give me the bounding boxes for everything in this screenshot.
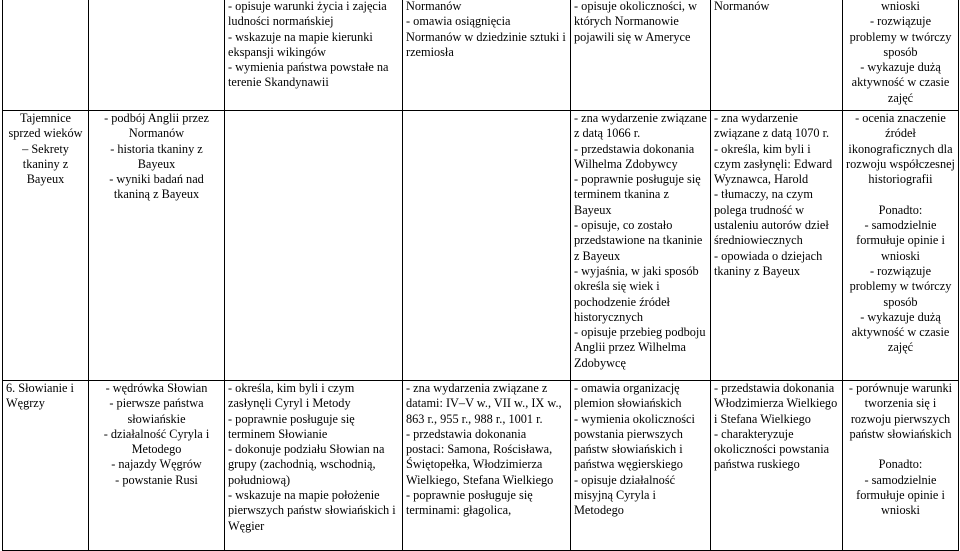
cell-line: - przedstawia dokonania Wilhelma Zdobywcy — [574, 141, 695, 171]
table-cell — [711, 111, 843, 381]
cell-line: - tłumaczy, na czym polega trudność w ustaleniu autorów dzieł średniowiecznych — [714, 187, 829, 248]
table-cell — [89, 0, 225, 111]
table-row — [3, 381, 959, 551]
cell-line: - określa, kim byli i czym zasłynęli: Edward Wyznawca, Harold — [714, 141, 833, 187]
cell-line: - opisuje działalność misyjną Cyryla i Metodego — [574, 472, 676, 518]
table-cell — [843, 0, 959, 111]
cell-line: - porównuje warunki tworzenia się i rozwoju pierwszych państw słowiańskich — [848, 381, 953, 441]
cell-line: Normanów — [406, 0, 462, 13]
cell-line: - omawia osiągnięcia Normanów w dziedzinie sztuki i rzemiosła — [406, 14, 566, 59]
cell-line: - poprawnie posługuje się terminami: głagolica, — [406, 488, 533, 518]
cell-line: - rozwiązuje problemy w twórczy sposób — [849, 263, 952, 309]
cell-line: - wykazuje dużą aktywność w czasie zajęć — [851, 309, 950, 355]
cell-line: - samodzielnie formułuje opinie i wnioski — [856, 472, 945, 518]
table-cell — [711, 381, 843, 551]
table-cell — [403, 0, 571, 111]
table-cell — [3, 111, 89, 381]
cell-line: - ocenia znaczenie źródeł ikonograficznych dla rozwoju współczesnej historiografii — [846, 111, 955, 187]
table-cell — [3, 381, 89, 551]
cell-line: - opisuje warunki życia i zajęcia ludności normańskiej — [228, 0, 387, 29]
cell-line: - powstanie Rusi — [115, 472, 198, 487]
cell-line: - zna wydarzenie związane z datą 1066 r. — [574, 111, 707, 141]
table-cell — [225, 111, 403, 381]
cell-line: - wskazuje na mapie położenie pierwszych państw słowiańskich i Węgier — [228, 488, 396, 533]
cell-line: - opowiada o dziejach tkaniny z Bayeux — [714, 248, 823, 278]
cell-line: - podbój Anglii przez Normanów — [104, 111, 209, 141]
cell-line: - wymienia okoliczności powstania pierwszych państw słowiańskich i państwa węgierskiego — [574, 411, 695, 472]
cell-line — [846, 442, 955, 457]
cell-line: - zna wydarzenia związane z datami: IV–V w., VII w., IX w., 863 r., 955 r., 988 r., 1001 r. — [406, 381, 562, 426]
table-cell — [403, 381, 571, 551]
cell-line: - wyjaśnia, w jaki sposób określa się wiek i pochodzenie źródeł historycznych — [574, 263, 699, 324]
cell-line: - zna wydarzenie związane z datą 1070 r. — [714, 111, 830, 141]
cell-line: Ponadto: — [878, 457, 923, 472]
cell-line: Ponadto: — [878, 202, 923, 217]
cell-line: - wędrówka Słowian — [105, 381, 208, 395]
table-cell — [571, 0, 711, 111]
cell-line — [846, 187, 955, 202]
cell-line: - omawia organizację plemion słowiańskich — [574, 381, 682, 411]
cell-line: 6. Słowianie i Węgrzy — [6, 381, 74, 411]
table-cell — [89, 381, 225, 551]
cell-line: - przedstawia dokonania postaci: Samona, Rościsława, Świętopełka, Włodzimierza Wielkiego, Stefana Wielkiego — [406, 426, 554, 487]
cell-line: - rozwiązuje problemy w twórczy sposób — [849, 14, 952, 59]
table-cell — [843, 381, 959, 551]
table-cell — [571, 381, 711, 551]
cell-line: Normanów — [714, 0, 770, 13]
cell-line: Tajemnice sprzed wieków – Sekrety tkaniny z Bayeux — [8, 111, 83, 187]
cell-line: - dokonuje podziału Słowian na grupy (zachodnią, wschodnią, południową) — [228, 442, 385, 487]
table-cell — [403, 111, 571, 381]
cell-line: - wskazuje na mapie kierunki ekspansji wikingów — [228, 29, 373, 59]
table-cell — [711, 0, 843, 111]
table-cell — [571, 111, 711, 381]
table-row — [3, 0, 959, 111]
cell-line: - przedstawia dokonania Włodzimierza Wielkiego i Stefana Wielkiego — [714, 381, 838, 426]
cell-line: - charakteryzuje okoliczności powstania państwa ruskiego — [714, 426, 830, 472]
cell-line: - najazdy Węgrów — [111, 457, 202, 472]
table-cell — [3, 0, 89, 111]
cell-line: - wyniki badań nad tkaniną z Bayeux — [109, 172, 204, 202]
cell-line: wnioski — [881, 0, 920, 13]
cell-line: - poprawnie posługuje się terminem Słowianie — [228, 411, 355, 441]
cell-line: - określa, kim byli i czym zasłynęli Cyryl i Metody — [228, 381, 355, 411]
cell-line: - poprawnie posługuje się terminem tkanina z Bayeux — [574, 172, 701, 217]
cell-line: - pierwsze państwa słowiańskie — [109, 396, 204, 426]
cell-line: - wymienia państwa powstałe na terenie Skandynawii — [228, 60, 389, 90]
cell-line: - samodzielnie formułuje opinie i wnioski — [856, 218, 945, 263]
table-cell — [89, 111, 225, 381]
table-cell — [843, 111, 959, 381]
cell-line: - opisuje przebieg podboju Anglii przez Wilhelma Zdobywcę — [574, 325, 706, 370]
cell-line: - opisuje, co zostało przedstawione na tkaninie z Bayeux — [574, 218, 703, 263]
cell-line: - opisuje okoliczności, w których Normanowie pojawili się w Ameryce — [574, 0, 697, 44]
cell-line: - historia tkaniny z Bayeux — [110, 141, 203, 171]
cell-line: - wykazuje dużą aktywność w czasie zajęć — [851, 60, 950, 105]
table-cell — [225, 0, 403, 111]
curriculum-table — [2, 0, 959, 551]
table-row — [3, 111, 959, 381]
cell-line: - działalność Cyryla i Metodego — [103, 426, 210, 457]
table-cell — [225, 381, 403, 551]
